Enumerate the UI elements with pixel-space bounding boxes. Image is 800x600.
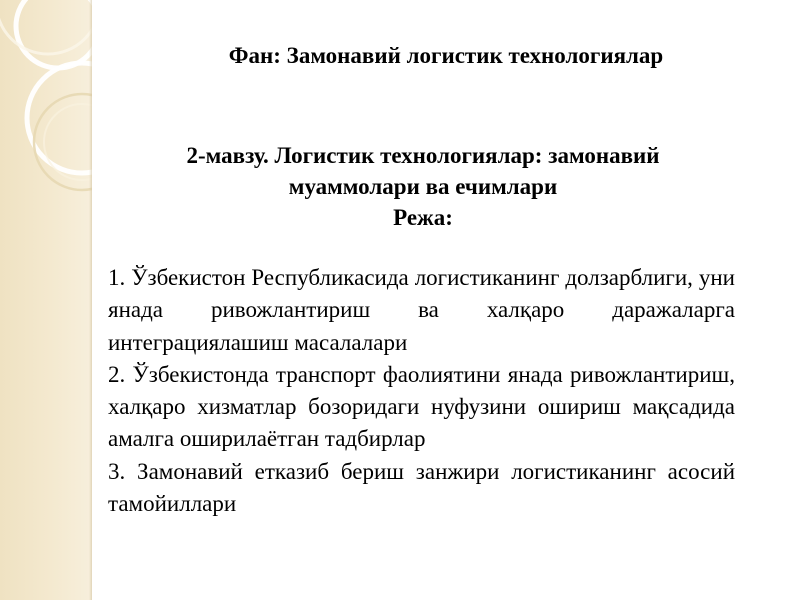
plan-label: Режа: [393, 205, 453, 230]
plan-item-1: 1. Ўзбекистон Республикасида логистиканинг долзарблиги, уни янада ривожлантириш ва халқаро даражаларга интеграциялашиш масалалари [108, 265, 735, 355]
plan-item-2: 2. Ўзбекистонда транспорт фаолиятини янада ривожлантириш, халқаро хизматлар бозоридаги нуфузини ошириш мақсадида амалга оширилаётган тадбирлар [108, 361, 735, 452]
side-decoration-panel [0, 0, 92, 600]
topic-title-line2: муаммолари ва ечимлари [288, 174, 558, 199]
plan-list [108, 262, 735, 520]
plan-item-3: 3. Замонавий етказиб бериш занжири логистиканинг асосий тамойиллари [108, 458, 735, 517]
decorative-rings-icon [0, 0, 92, 600]
subject-title: Фан: Замонавий логистик технологиялар [228, 43, 664, 68]
topic-title-line1: 2-мавзу. Логистик технологиялар: замонавий [186, 143, 660, 168]
topic-heading [108, 140, 738, 233]
